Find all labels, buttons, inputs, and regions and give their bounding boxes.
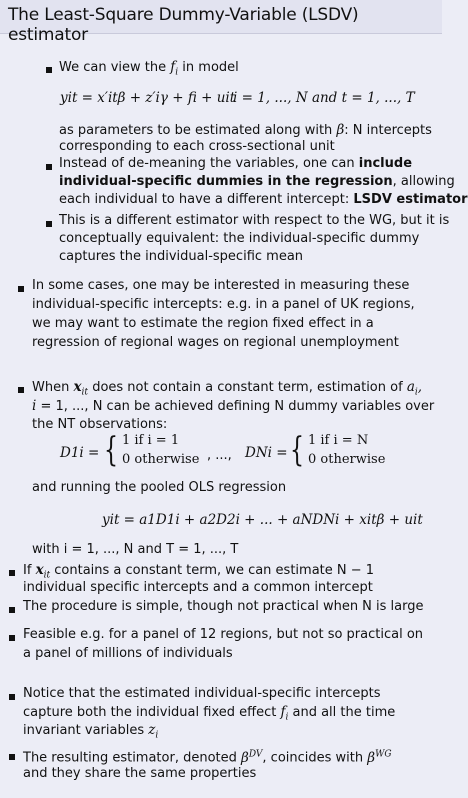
bullet-icon xyxy=(9,570,15,576)
text-line: a panel of millions of individuals xyxy=(23,646,233,661)
text-line: invariant variables $z_i$ xyxy=(23,722,159,741)
text-line: with i = 1, ..., N and T = 1, ..., T xyxy=(32,542,239,557)
equation-lsdv: yit = a1D1i + a2D2i + ... + aNDNi + xitβ + uit xyxy=(102,512,423,528)
text-line: and they share the same properties xyxy=(23,766,257,781)
bullet-icon xyxy=(9,607,15,613)
bullet-icon xyxy=(18,387,24,393)
bullet-icon xyxy=(9,754,15,760)
text-line: captures the individual-specific mean xyxy=(59,249,304,264)
bullet-icon xyxy=(9,635,15,641)
text-line: conceptually equivalent: the individual-specific dummy xyxy=(59,231,420,246)
text-line: Feasible e.g. for a panel of 12 regions, but not so practical on xyxy=(23,627,424,642)
bullet-icon xyxy=(18,286,24,292)
dummy-dn-case2: 0 otherwise xyxy=(308,452,386,467)
text-line: Instead of de-meaning the variables, one can include xyxy=(59,156,413,171)
text-line: each individual to have a different intercept: LSDV estimator xyxy=(59,192,468,207)
bullet-icon xyxy=(46,67,52,73)
bullet-icon xyxy=(46,221,52,227)
bullet-icon xyxy=(9,694,15,700)
text-line: individual-specific intercepts: e.g. in a panel of UK regions, xyxy=(32,297,415,312)
dummy-dots: , ..., xyxy=(207,448,232,463)
text-line: capture both the individual fixed effect $f_i$ and all the time xyxy=(23,704,396,723)
text-line: In some cases, one may be interested in measuring these xyxy=(32,278,410,293)
text-line: individual-specific dummies in the regression, allowing xyxy=(59,174,455,189)
text-line: When $x_{it}$ does not contain a constant term, estimation of $a_i$, xyxy=(32,379,423,398)
text-line: Notice that the estimated individual-specific intercepts xyxy=(23,686,381,701)
text-line: The resulting estimator, denoted $\beta^{DV}$, coincides with $\beta^{WG}$ xyxy=(23,749,392,766)
text-line: and running the pooled OLS regression xyxy=(32,480,287,495)
slide-title: The Least-Square Dummy-Variable (LSDV) estimator xyxy=(0,0,442,34)
dummy-d1-case1: 1 if i = 1 xyxy=(122,433,180,448)
equation-range: i = 1, ..., N and t = 1, ..., T xyxy=(233,90,415,106)
dummy-dn-label: DNi = xyxy=(245,445,288,461)
text-line: i = 1, ..., N can be achieved defining N dummy variables over xyxy=(32,398,435,414)
dummy-d1-case2: 0 otherwise xyxy=(122,452,200,467)
text-line: We can view the $f_i$ in model xyxy=(59,59,239,78)
brace-icon: { xyxy=(290,430,305,470)
text-line: This is a different estimator with respect to the WG, but it is xyxy=(59,213,450,228)
equation-model: yit = x′itβ + z′iγ + fi + uit xyxy=(60,90,236,106)
dummy-d1-label: D1i = xyxy=(60,445,100,461)
text-line: we may want to estimate the region fixed effect in a xyxy=(32,316,374,331)
text-line: If $x_{it}$ contains a constant term, we can estimate N − 1 xyxy=(23,562,375,581)
text-line: as parameters to be estimated along with β: N intercepts xyxy=(59,122,432,138)
text-line: the NT observations: xyxy=(32,417,168,432)
brace-icon: { xyxy=(104,430,119,470)
dummy-dn-case1: 1 if i = N xyxy=(308,433,369,448)
text-line: regression of regional wages on regional unemployment xyxy=(32,335,399,350)
text-line: The procedure is simple, though not practical when N is large xyxy=(23,599,424,614)
text-line: individual specific intercepts and a common intercept xyxy=(23,580,373,595)
bullet-icon xyxy=(46,164,52,170)
text-line: corresponding to each cross-sectional unit xyxy=(59,139,335,154)
